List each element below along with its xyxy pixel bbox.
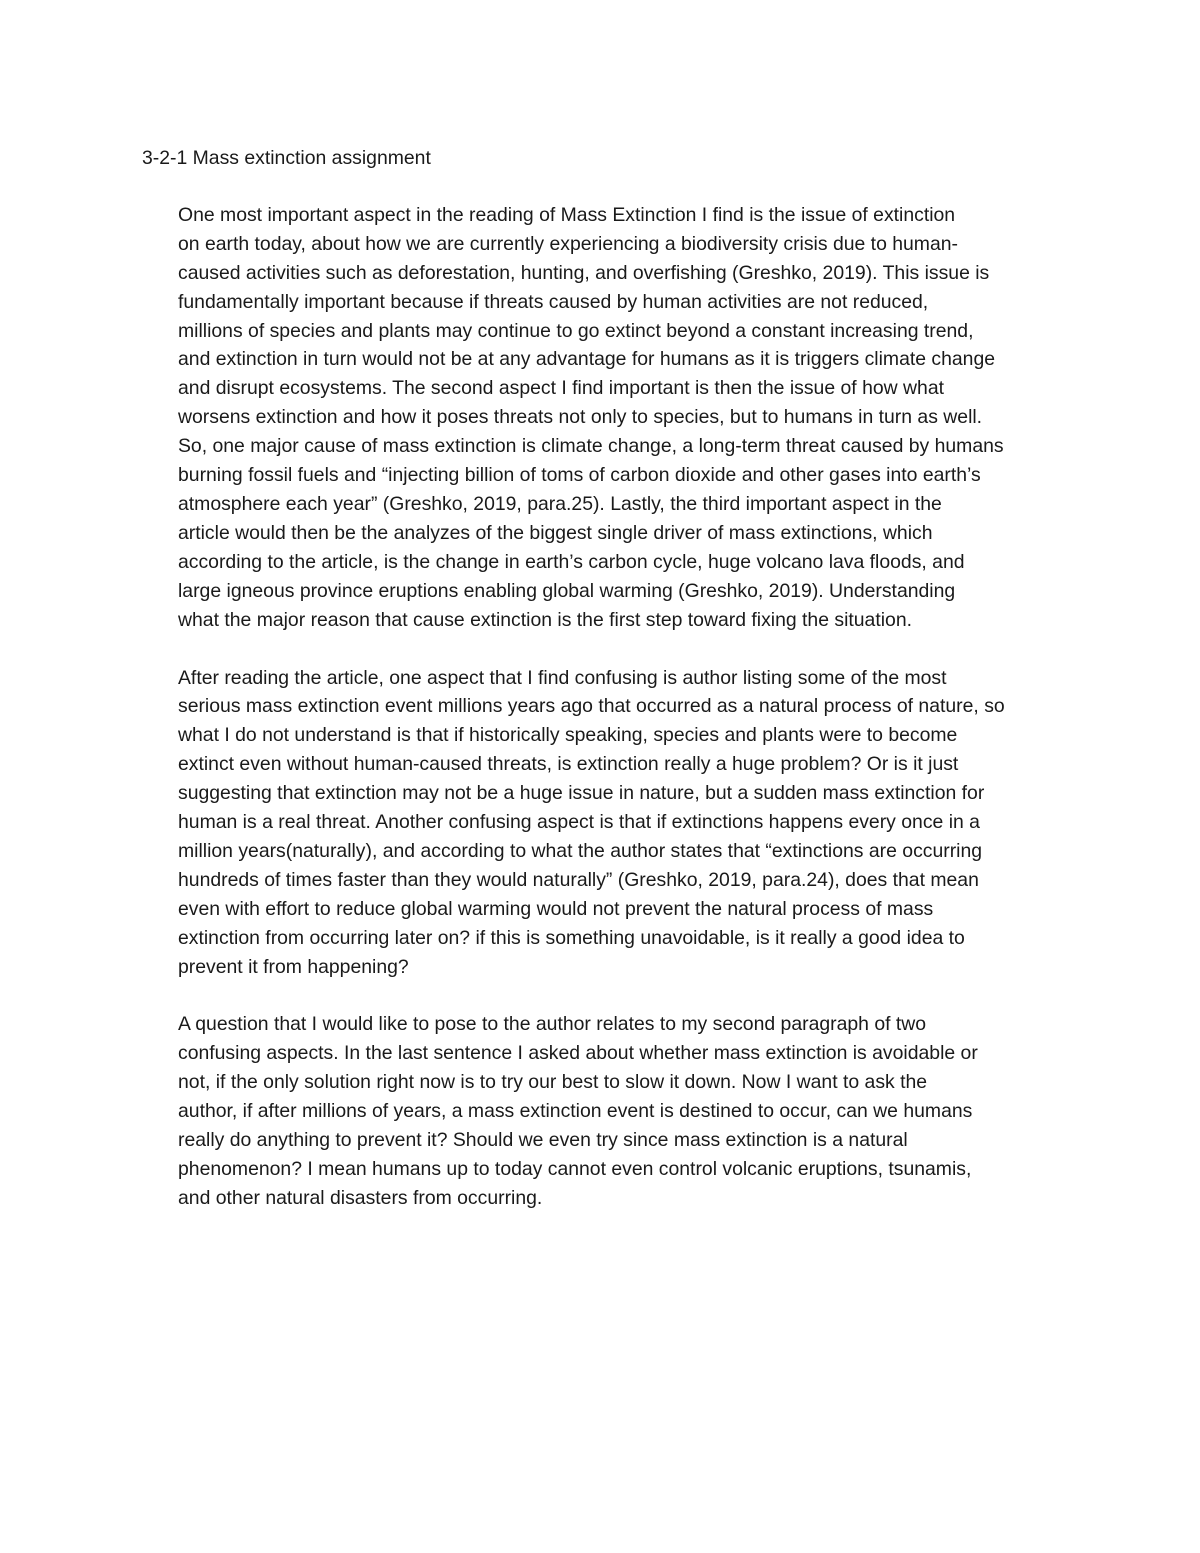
text-line: even with effort to reduce global warming would not prevent the natural process of mass xyxy=(178,897,934,920)
text-line: and extinction in turn would not be at any advantage for humans as it is triggers climate change xyxy=(178,348,996,371)
text-line: confusing aspects. In the last sentence I asked about whether mass extinction is avoidable or xyxy=(178,1042,978,1065)
text-line: worsens extinction and how it poses threats not only to species, but to humans in turn as well. xyxy=(178,406,983,429)
text-line: and disrupt ecosystems. The second aspect I find important is then the issue of how what xyxy=(178,377,944,400)
paragraph-list xyxy=(142,201,1057,1213)
text-line: author, if after millions of years, a mass extinction event is destined to occur, can we humans xyxy=(178,1100,973,1123)
text-line: really do anything to prevent it? Should we even try since mass extinction is a natural xyxy=(178,1129,908,1152)
paragraph-1 xyxy=(142,201,1057,635)
text-line: One most important aspect in the reading of Mass Extinction I find is the issue of extinction xyxy=(178,203,956,226)
text-line: according to the article, is the change in earth’s carbon cycle, huge volcano lava floods, and xyxy=(178,550,965,573)
text-line: extinct even without human-caused threats, is extinction really a huge problem? Or is it just xyxy=(178,753,959,776)
paragraph-2 xyxy=(142,664,1057,982)
paragraph-3 xyxy=(142,1010,1057,1212)
text-line: So, one major cause of mass extinction is climate change, a long-term threat caused by humans xyxy=(178,435,1004,458)
text-line: prevent it from happening? xyxy=(178,955,409,978)
text-line: article would then be the analyzes of the biggest single driver of mass extinctions, which xyxy=(178,521,933,544)
text-line: million years(naturally), and according to what the author states that “extinctions are occurring xyxy=(178,839,983,862)
text-line: millions of species and plants may continue to go extinct beyond a constant increasing trend, xyxy=(178,319,974,342)
text-line: suggesting that extinction may not be a huge issue in nature, but a sudden mass extinction for xyxy=(178,782,985,805)
text-line: After reading the article, one aspect that I find confusing is author listing some of the most xyxy=(178,666,947,689)
text-line: caused activities such as deforestation, hunting, and overfishing (Greshko, 2019). This issue is xyxy=(178,261,990,284)
document-body xyxy=(142,144,1057,1213)
text-line: burning fossil fuels and “injecting billion of toms of carbon dioxide and other gases into earth’s xyxy=(178,464,981,487)
text-line: on earth today, about how we are currently experiencing a biodiversity crisis due to human- xyxy=(178,232,958,255)
text-line: extinction from occurring later on? if this is something unavoidable, is it really a good idea to xyxy=(178,926,965,949)
text-line: fundamentally important because if threats caused by human activities are not reduced, xyxy=(178,290,929,313)
text-line: phenomenon? I mean humans up to today cannot even control volcanic eruptions, tsunamis, xyxy=(178,1158,972,1180)
text-line: human is a real threat. Another confusing aspect is that if extinctions happens every once in a xyxy=(178,811,980,834)
text-line: what I do not understand is that if historically speaking, species and plants were to become xyxy=(178,724,958,747)
text-line: large igneous province eruptions enabling global warming (Greshko, 2019). Understanding xyxy=(178,579,956,602)
document-title: 3-2-1 Mass extinction assignment xyxy=(142,147,431,169)
text-line: and other natural disasters from occurring. xyxy=(178,1186,543,1209)
text-line: A question that I would like to pose to the author relates to my second paragraph of two xyxy=(178,1013,927,1036)
text-line: not, if the only solution right now is to try our best to slow it down. Now I want to ask the xyxy=(178,1071,928,1094)
text-line: hundreds of times faster than they would naturally” (Greshko, 2019, para.24), does that mean xyxy=(178,868,979,891)
text-line: atmosphere each year” (Greshko, 2019, para.25). Lastly, the third important aspect in the xyxy=(178,492,942,515)
text-line: serious mass extinction event millions years ago that occurred as a natural process of nature, so xyxy=(178,695,1005,718)
text-line: what the major reason that cause extinction is the first step toward fixing the situation. xyxy=(178,608,912,631)
